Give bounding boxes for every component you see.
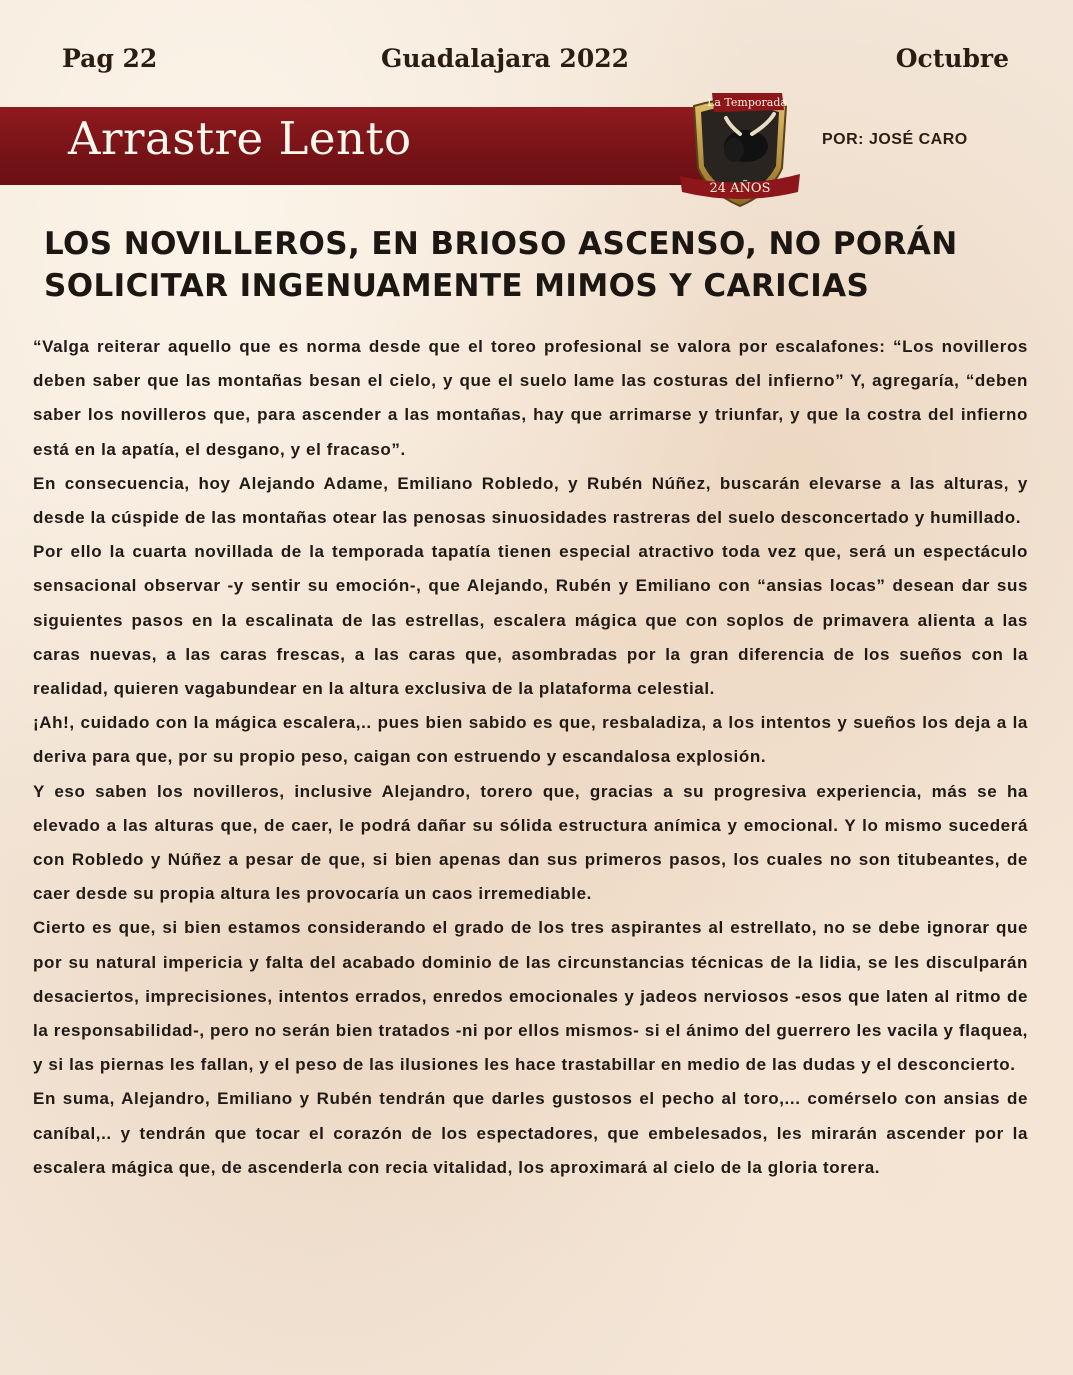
page-number: Pag 22: [62, 44, 158, 73]
badge-bottom-text: 24 AÑOS: [709, 181, 771, 196]
article-paragraph: Cierto es que, si bien estamos considerando el grado de los tres aspirantes al estrellato, no se debe ignorar que por su natural impericia y falta del acabado dominio de las circunstancias técnicas de la lidia, se les disculparán desaciertos, imprecisiones, intentos errados, enredos emocionales y jadeos nerviosos -esos que laten al ritmo de la responsabilidad-, pero no serán bien tratados -ni por ellos mismos- si el ánimo del guerrero les vacila y flaquea, y si las piernas les fallan, y el peso de las ilusiones les hace trastabillar en medio de las dudas y el desconcierto.: [33, 918, 1028, 1075]
issue-month: Octubre: [895, 44, 1009, 73]
bull-badge-logo: [676, 88, 804, 210]
article-paragraph: “Valga reiterar aquello que es norma desde que el toreo profesional se valora por escalafones: “Los novilleros deben saber que las montañas besan el cielo, y que el suelo lame las costuras del infierno” Y, agregaría, “deben saber los novilleros que, para ascender a las montañas, hay que arrimarse y triunfar, y que la costra del infierno está en la apatía, el desgano, y el fracaso”.: [33, 337, 1028, 459]
article-paragraph: ¡Ah!, cuidado con la mágica escalera,.. pues bien sabido es que, resbaladiza, a los intentos y sueños los deja a la deriva para que, por su propio peso, caigan con estruendo y escandalosa explosión.: [33, 713, 1028, 767]
article-paragraph: Y eso saben los novilleros, inclusive Alejandro, torero que, gracias a su progresiva experiencia, más se ha elevado a las alturas que, de caer, le podrá dañar su sólida estructura anímica y emocional. Y lo mismo sucederá con Robledo y Núñez a pesar de que, si bien apenas dan sus primeros pasos, los cuales no son titubeantes, de caer desde su propia altura les provocaría un caos irremediable.: [33, 781, 1028, 904]
column-title: Arrastre Lento: [68, 112, 412, 165]
article-paragraph: En suma, Alejandro, Emiliano y Rubén tendrán que darles gustosos el pecho al toro,... comérselo con ansias de caníbal,.. y tendrán que tocar el corazón de los espectadores, que embelesados, les mirarán ascender por la escalera mágica que, de ascenderla con recia vitalidad, los aproximará al cielo de la gloria torera.: [33, 1089, 1028, 1177]
article-body: [33, 330, 1028, 1185]
edition-title: Guadalajara 2022: [381, 44, 629, 73]
article-headline: LOS NOVILLEROS, EN BRIOSO ASCENSO, NO PORÁN SOLICITAR INGENUAMENTE MIMOS Y CARICIAS: [44, 226, 958, 304]
article-paragraph: En consecuencia, hoy Alejando Adame, Emiliano Robledo, y Rubén Núñez, buscarán elevarse a las alturas, y desde la cúspide de las montañas otear las penosas sinuosidades rastreras del suelo desconcertado y humillado.: [33, 473, 1028, 528]
badge-top-text: La Temporada: [707, 96, 787, 109]
article-paragraph: Por ello la cuarta novillada de la temporada tapatía tienen especial atractivo toda vez que, será un espectáculo sensacional observar -y sentir su emoción-, que Alejando, Rubén y Emiliano con “ansias locas” desean dar sus siguientes pasos en la escalinata de las estrellas, escalera mágica que con soplos de primavera alienta a las caras nuevas, a las caras frescas, a las caras que, asombradas por la gran diferencia de los sueños con la realidad, quieren vagabundear en la altura exclusiva de la plataforma celestial.: [33, 542, 1028, 699]
page-header: [0, 44, 1073, 84]
byline: POR: JOSÉ CARO: [822, 131, 968, 148]
